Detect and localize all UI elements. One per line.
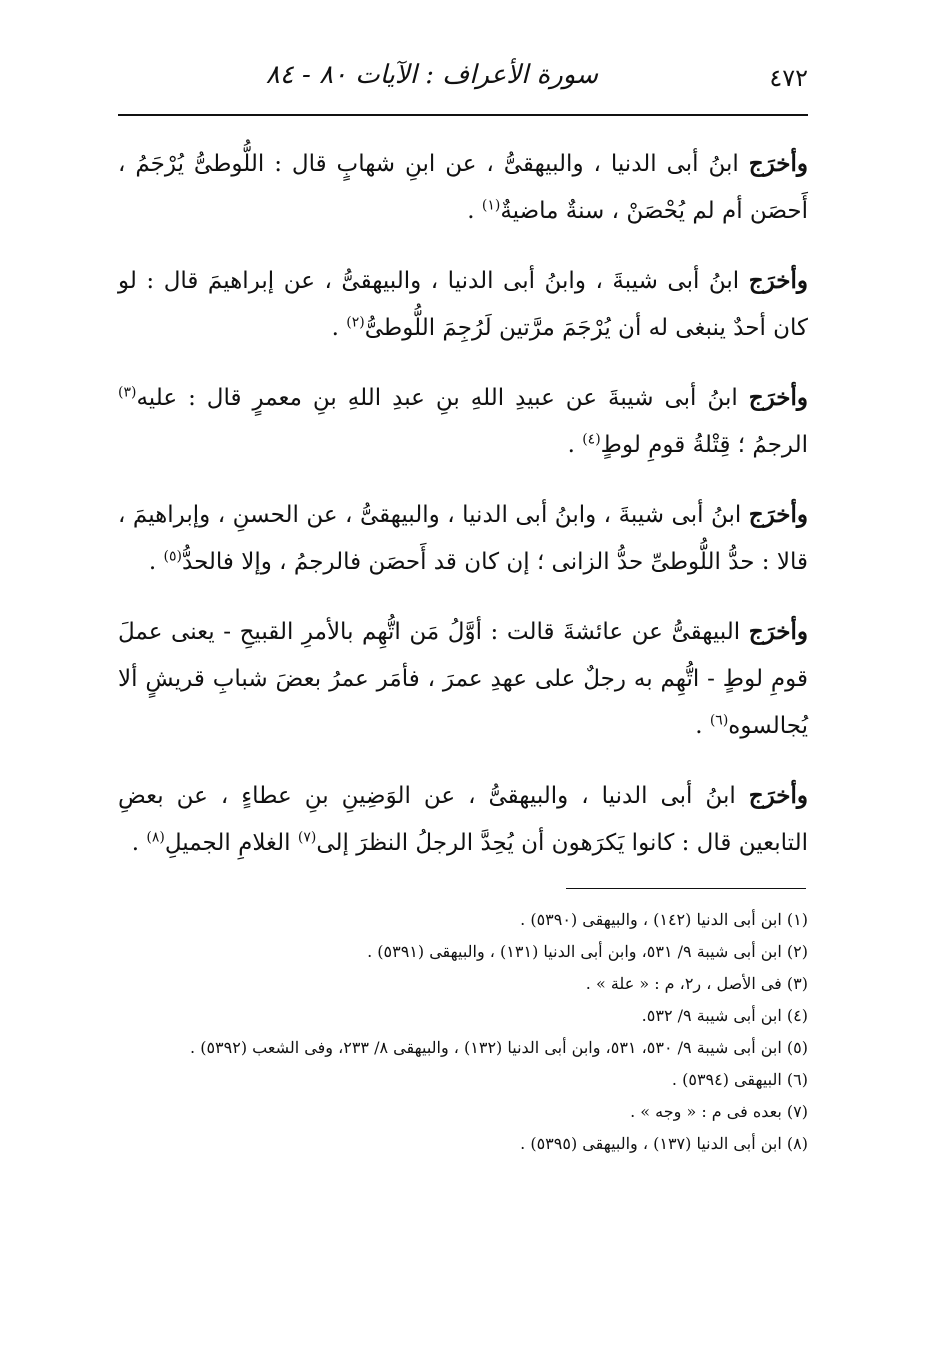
footnotes [118,904,808,1160]
paragraph-lead: وأخرَج [748,150,808,177]
footnote-ref: (٥) [163,548,182,565]
paragraph-tail: . [131,830,147,856]
paragraph-text-continued: الغلامِ الجميلِ [164,830,298,856]
main-text [118,140,808,889]
paragraph [118,491,808,586]
paragraph [118,257,808,352]
paragraph-text: البيهقىُّ عن عائشةَ قالت : أوَّلُ مَن اتُّهِم بالأمرِ القبيحِ - يعنى عملَ قومِ لوطٍ - اتُّهِم به رجلٌ على عهدِ عمرَ ، فأمَر عمرُ بعضَ شبابِ قريشٍ ألا يُجالسوه [118,619,808,739]
footnote-rule [566,888,806,889]
paragraph-tail: . [695,713,710,739]
paragraph-tail: . [567,432,583,458]
paragraph-text: ابنُ أبى شيبةَ ، وابنُ أبى الدنيا ، والبيهقىُّ ، عن الحسنِ ، وإبراهيمَ ، قالا : حدُّ اللُّوطىِّ حدُّ الزانى ؛ إن كان قد أَحصَن فالرجمُ ، وإلا فالحدُّ [118,502,808,575]
paragraph-lead: وأخرَج [748,501,808,528]
paragraph [118,374,808,469]
paragraph-tail: . [467,198,482,224]
footnote-ref: (٧) [297,829,317,846]
paragraph-lead: وأخرَج [748,782,808,809]
footnote: (٦) البيهقى (٥٣٩٤) . [671,1070,808,1089]
header-rule [118,114,808,116]
footnote-ref: (٦) [709,712,729,729]
paragraph-tail: . [331,315,347,341]
paragraph-text: ابنُ أبى الدنيا ، والبيهقىُّ ، عن ابنِ شهابٍ قال : اللُّوطىُّ يُرْجَمُ ، أَحصَن أم لم يُحْصَنْ ، سنةٌ ماضيةٌ [118,151,808,224]
footnote-ref: (١) [481,197,501,214]
footnote: (٤) ابن أبى شيبة ٩/ ٥٣٢. [641,1006,808,1025]
paragraph-tail: . [148,549,164,575]
paragraph-text: ابنُ أبى شيبةَ ، وابنُ أبى الدنيا ، والبيهقىُّ ، عن إبراهيمَ قال : لو كان أحدٌ ينبغى له أن يُرْجَمَ مرَّتين لَرُجِمَ اللُّوطىُّ [118,268,808,341]
footnote-ref: (٣) [118,384,137,401]
paragraph-lead: وأخرَج [748,267,808,294]
paragraph-text-continued: الرجمُ ؛ قِتْلةُ قومِ لوطٍ [600,432,808,458]
page-number: ٤٧٢ [769,64,808,92]
running-title: سورة الأعراف : الآيات ٨٠ - ٨٤ [265,60,598,90]
paragraph-lead: وأخرَج [748,384,808,411]
footnote: (٢) ابن أبى شيبة ٩/ ٥٣١، وابن أبى الدنيا (١٣١) ، والبيهقى (٥٣٩١) . [367,942,808,961]
footnote: (٧) بعده فى م : « وجه » . [630,1102,808,1121]
footnote: (٨) ابن أبى الدنيا (١٣٧) ، والبيهقى (٥٣٩٥) . [520,1134,808,1153]
footnote: (٥) ابن أبى شيبة ٩/ ٥٣٠، ٥٣١، وابن أبى الدنيا (١٣٢) ، والبيهقى ٨/ ٢٣٣، وفى الشعب (٥٣٩٢) . [190,1038,808,1057]
footnote: (٣) فى الأصل ، ر٢، م : « علة » . [585,974,808,993]
paragraph [118,608,808,750]
paragraph-text: ابنُ أبى شيبةَ عن عبيدِ اللهِ بنِ عبدِ اللهِ بنِ معمرٍ قال : عليه [136,385,749,411]
footnote-ref: (٢) [346,314,365,331]
footnote: (١) ابن أبى الدنيا (١٤٢) ، والبيهقى (٥٣٩٠) . [520,910,808,929]
page-header [118,58,808,102]
footnote-ref: (٨) [146,829,165,846]
paragraph-text: ابنُ أبى الدنيا ، والبيهقىُّ ، عن الوَضِينِ بنِ عطاءٍ ، عن بعضِ التابعين قال : كانوا يَكرَهون أن يُحِدَّ الرجلُ النظرَ إلى [118,783,808,856]
paragraph-lead: وأخرَج [748,618,808,645]
footnote-ref: (٤) [582,431,601,448]
paragraph [118,772,808,867]
paragraph [118,140,808,235]
